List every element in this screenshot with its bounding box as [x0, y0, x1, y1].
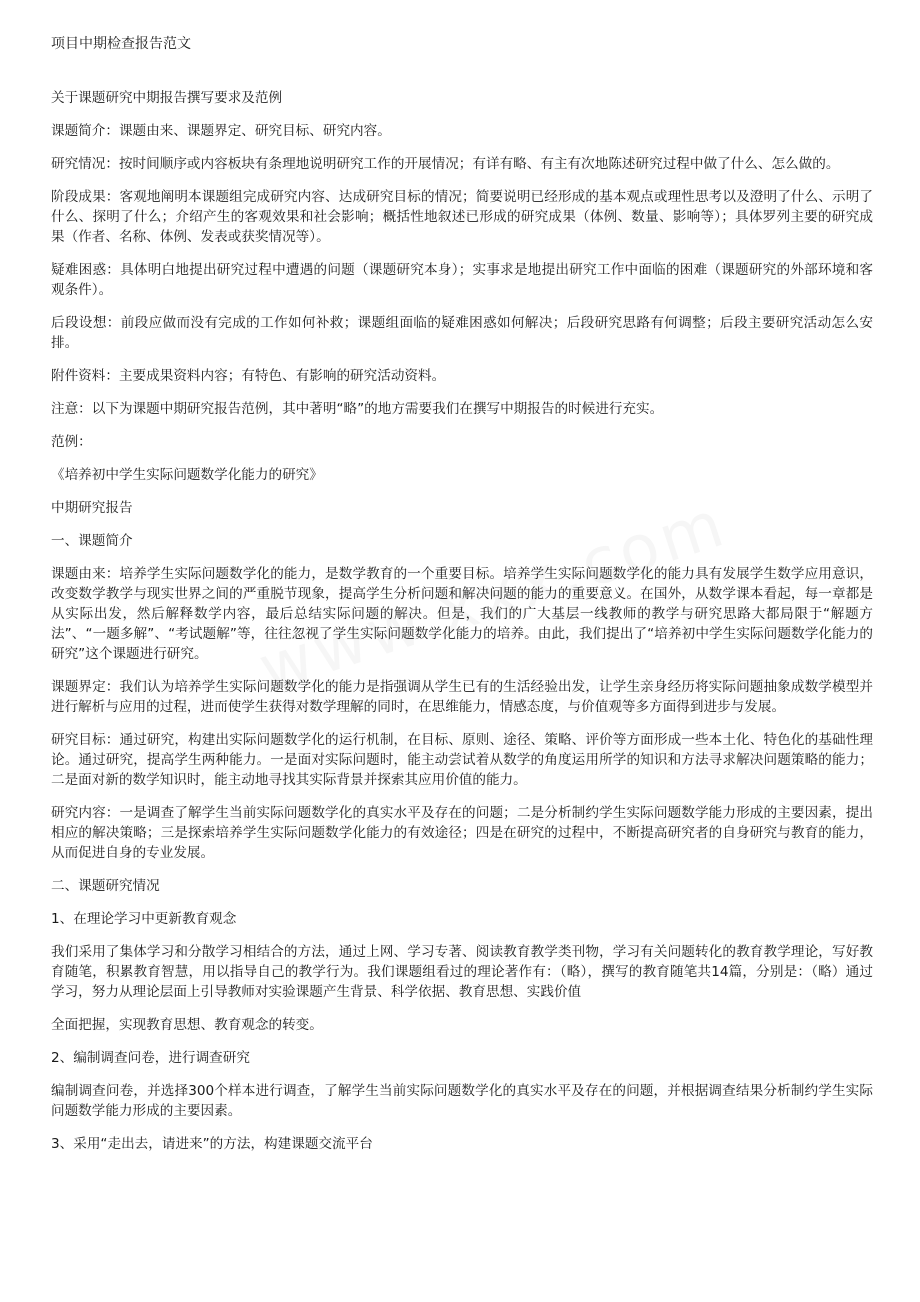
section-heading: 一、课题简介 [51, 533, 133, 549]
paragraph: 研究情况：按时间顺序或内容板块有条理地说明研究工作的开展情况；有详有略、有主有次地陈述研究过程中做了什么、怎么做的。 [51, 156, 840, 172]
paragraph: 全面把握，实现教育思想、教育观念的转变。 [51, 1017, 323, 1033]
example-title: 《培养初中学生实际问题数学化能力的研究》 [51, 467, 323, 483]
paragraph: 研究内容：一是调查了解学生当前实际问题数学化的真实水平及存在的问题；二是分析制约学生实际问题数学能力形成的主要因素，提出相应的解决策略；三是探索培养学生实际问题数学化能力的有效途径；四是在研究的过程中，不断提高研究者的自身研究与教育的能力，从而促进自身的专业发展。 [51, 805, 873, 861]
paragraph: 注意：以下为课题中期研究报告范例，其中著明“略”的地方需要我们在撰写中期报告的时候进行充实。 [51, 401, 664, 417]
section-heading: 二、课题研究情况 [51, 878, 160, 894]
paragraph: 范例： [51, 434, 92, 450]
paragraph: 研究目标：通过研究，构建出实际问题数学化的运行机制，在目标、原则、途径、策略、评价等方面形成一些本土化、特色化的基础性理论。通过研究，提高学生两种能力。一是面对实际问题时，能主动尝试着从数学的角度运用所学的知识和方法寻求解决问题策略的能力；二是面对新的数学知识时，能主动地寻找其实际背景并探索其应用价值的能力。 [51, 732, 873, 788]
subsection-heading: 1、在理论学习中更新教育观念 [51, 911, 237, 927]
paragraph: 课题界定：我们认为培养学生实际问题数学化的能力是指强调从学生已有的生活经验出发，让学生亲身经历将实际问题抽象成数学模型并进行解析与应用的过程，进而使学生获得对数学理解的同时，在思维能力，情感态度，与价值观等多方面得到进步与发展。 [51, 679, 873, 715]
paragraph: 疑难困惑：具体明白地提出研究过程中遭遇的问题（课题研究本身）；实事求是地提出研究工作中面临的困难（课题研究的外部环境和客观条件）。 [51, 262, 873, 298]
subsection-heading: 2、编制调查问卷，进行调查研究 [51, 1050, 250, 1066]
paragraph: 后段设想：前段应做而没有完成的工作如何补救；课题组面临的疑难困惑如何解决；后段研究思路有何调整；后段主要研究活动怎么安排。 [51, 315, 873, 351]
section-heading: 关于课题研究中期报告撰写要求及范例 [51, 90, 283, 106]
subsection-heading: 3、采用“走出去，请进来”的方法，构建课题交流平台 [51, 1136, 373, 1152]
paragraph: 课题简介：课题由来、课题界定、研究目标、研究内容。 [51, 123, 391, 139]
paragraph: 附件资料：主要成果资料内容；有特色、有影响的研究活动资料。 [51, 368, 446, 384]
paragraph: 阶段成果：客观地阐明本课题组完成研究内容、达成研究目标的情况；简要说明已经形成的基本观点或理性思考以及澄明了什么、示明了什么、探明了什么；介绍产生的客观效果和社会影响；概括性地叙述已形成的研究成果（体例、数量、影响等）；具体罗列主要的研究成果（作者、名称、体例、发表或获奖情况等）。 [51, 189, 873, 245]
paragraph: 编制调查问卷，并选择300个样本进行调查，了解学生当前实际问题数学化的真实水平及存在的问题，并根据调查结果分析制约学生实际问题数学能力形成的主要因素。 [51, 1083, 873, 1119]
document-title: 项目中期检查报告范文 [51, 36, 191, 52]
report-subtitle: 中期研究报告 [51, 500, 133, 516]
paragraph: 我们采用了集体学习和分散学习相结合的方法，通过上网、学习专著、阅读教育教学类刊物，学习有关问题转化的教育教学理论，写好教育随笔，积累教育智慧，用以指导自己的教学行为。我们课题组看过的理论著作有：（略），撰写的教育随笔共14篇，分别是：（略）通过学习，努力从理论层面上引导教师对实验课题产生背景、科学依据、教育思想、实践价值 [51, 944, 873, 1000]
paragraph: 课题由来：培养学生实际问题数学化的能力，是数学教育的一个重要目标。培养学生实际问题数学化的能力具有发展学生数学应用意识，改变数学教学与现实世界之间的严重脱节现象，提高学生分析问题和解决问题的能力的重要意义。在国外，从数学课本看起，每一章都是从实际出发，然后解释数学内容，最后总结实际问题的解决。但是，我们的广大基层一线教师的教学与研究思路大都局限于“解题方法”、“一题多解”、“考试题解”等，往往忽视了学生实际问题数学化能力的培养。由此，我们提出了“培养初中学生实际问题数学化能力的研究”这个课题进行研究。 [51, 566, 873, 662]
document-body [51, 88, 873, 1167]
